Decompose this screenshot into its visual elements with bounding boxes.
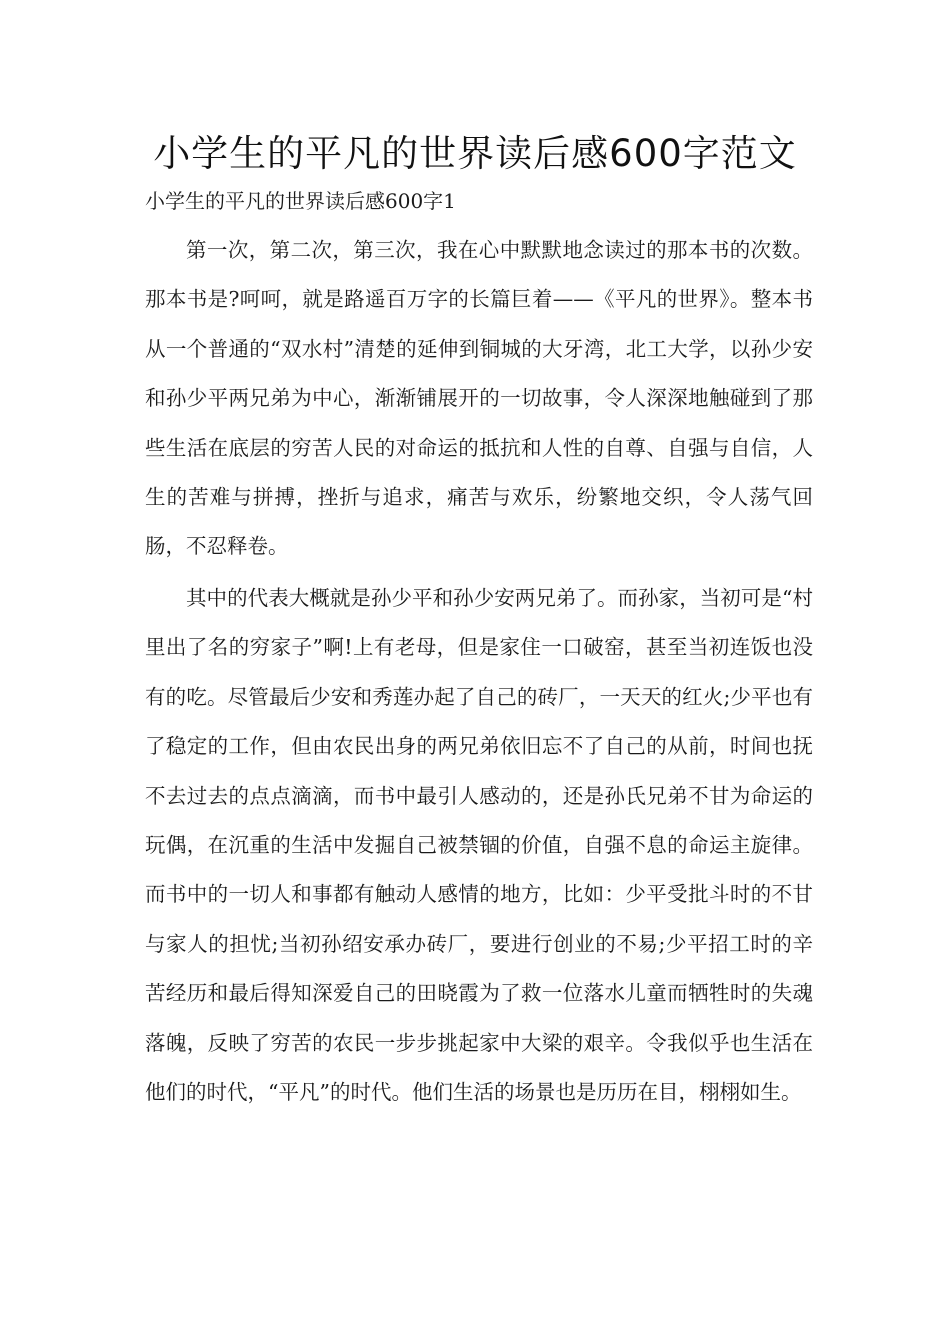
paragraph-2: 其中的代表大概就是孙少平和孙少安两兄弟了。而孙家，当初可是“村里出了名的穷家子”啊!上有老母，但是家住一口破窑，甚至当初连饭也没有的吃。尽管最后少安和秀莲办起了自己的砖厂，一天天的红火;少平也有了稳定的工作，但由农民出身的两兄弟依旧忘不了自己的从前，时间也抚不去过去的点点滴滴，而书中最引人感动的，还是孙氏兄弟不甘为命运的玩偶，在沉重的生活中发掘自己被禁锢的价值，自强不息的命运主旋律。而书中的一切人和事都有触动人感情的地方，比如：少平受批斗时的不甘与家人的担忧;当初孙绍安承办砖厂，要进行创业的不易;少平招工时的辛苦经历和最后得知深爱自己的田晓霞为了救一位落水儿童而牺牲时的失魂落魄，反映了穷苦的农民一步步挑起家中大梁的艰辛。令我似乎也生活在他们的时代，“平凡”的时代。他们生活的场景也是历历在目，栩栩如生。 [145,586,813,1105]
paragraph-1: 第一次，第二次，第三次，我在心中默默地念读过的那本书的次数。那本书是?呵呵，就是路遥百万字的长篇巨着——《平凡的世界》。整本书从一个普通的“双水村”清楚的延伸到铜城的大牙湾，北工大学，以孙少安和孙少平两兄弟为中心，渐渐铺展开的一切故事，令人深深地触碰到了那些生活在底层的穷苦人民的对命运的抵抗和人性的自尊、自强与自信，人生的苦难与拼搏，挫折与追求，痛苦与欢乐，纷繁地交织，令人荡气回肠，不忍释卷。 [145,238,813,559]
section-heading: 小学生的平凡的世界读后感600字1 [145,189,456,213]
document-title: 小学生的平凡的世界读后感600字范文 [153,132,797,175]
